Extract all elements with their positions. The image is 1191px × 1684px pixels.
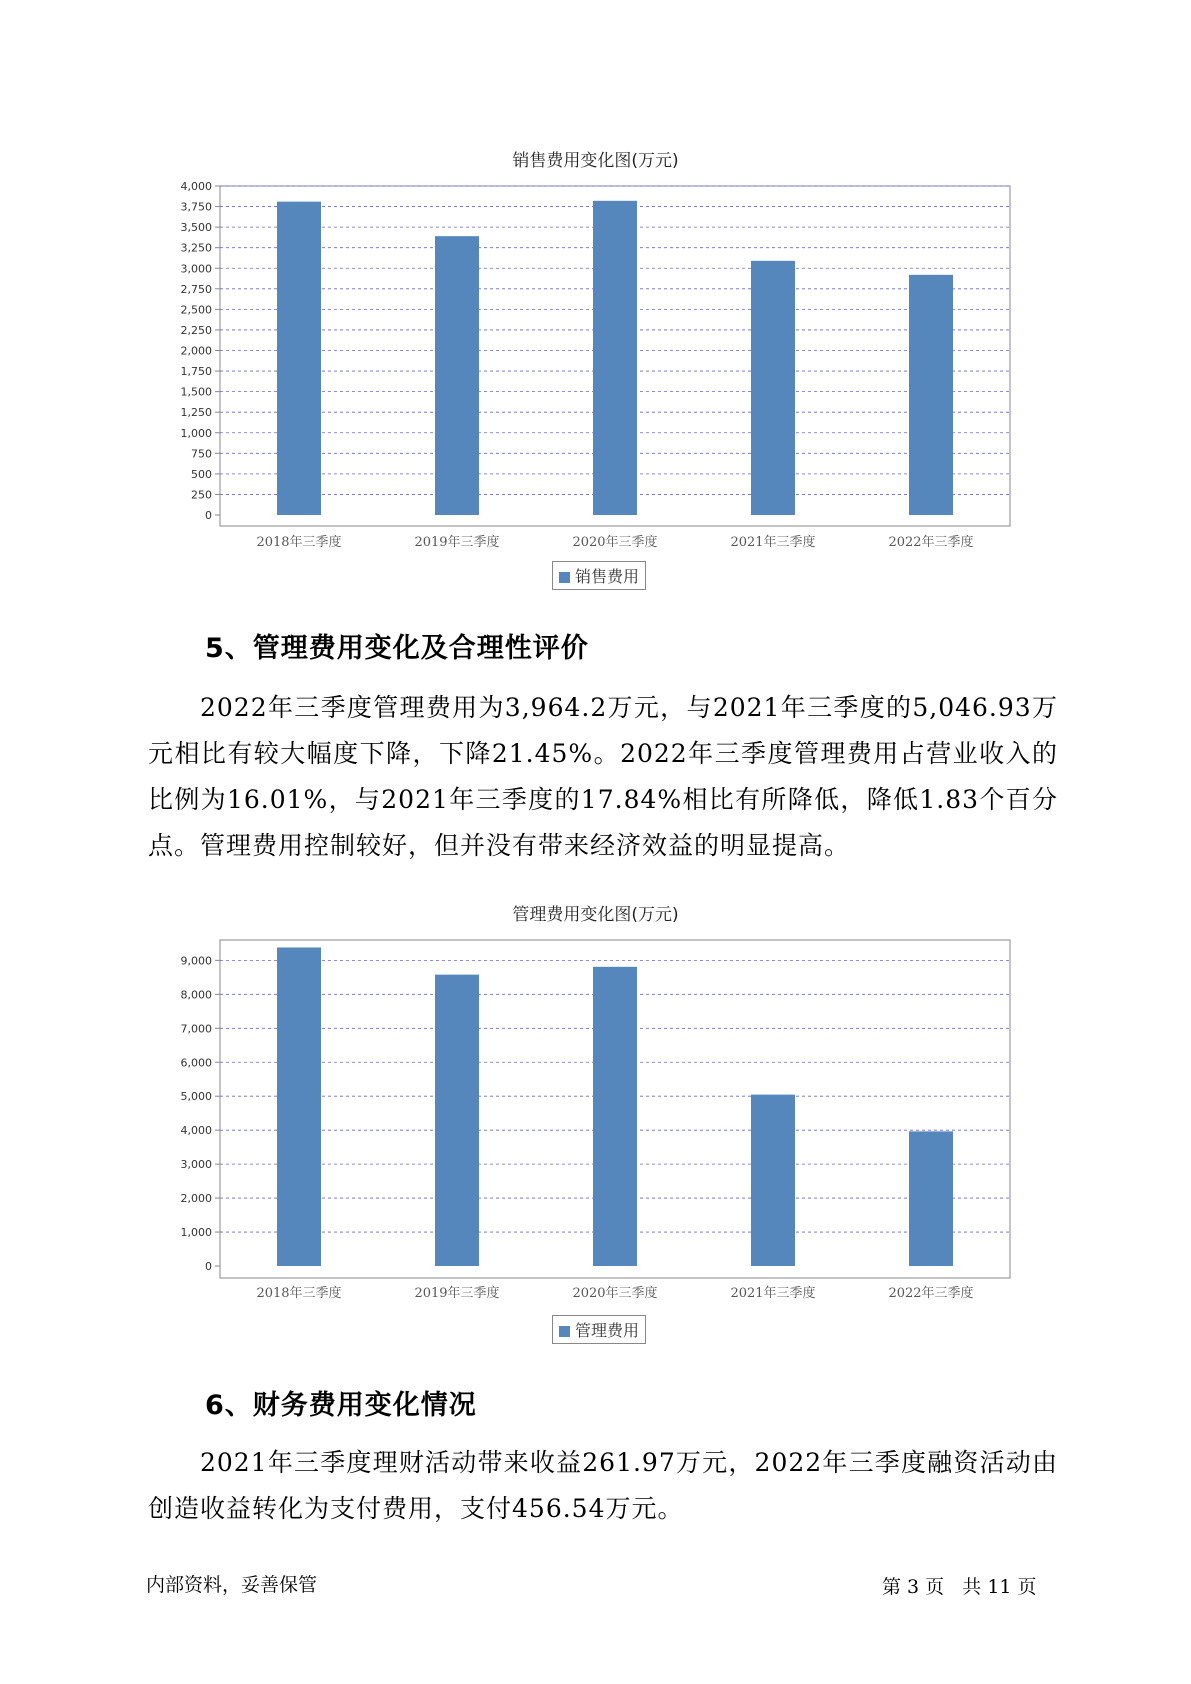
chart-title-sales: 销售费用变化图(万元): [512, 151, 679, 171]
y-tick-label: 3,250: [180, 241, 212, 255]
legend-swatch: [559, 1326, 570, 1337]
footer-page-number: 第 3 页 共 11 页: [882, 1576, 1037, 1598]
y-tick-label: 6,000: [180, 1056, 212, 1070]
bar: [909, 1131, 953, 1266]
y-tick-label: 1,000: [180, 426, 212, 440]
y-tick-label: 1,250: [180, 406, 212, 420]
legend-admin: [552, 1315, 646, 1344]
y-tick-label: 500: [191, 467, 212, 481]
y-tick-label: 9,000: [180, 954, 212, 968]
x-category-label: 2019年三季度: [414, 1286, 500, 1301]
section-6-text: 2021年三季度理财活动带来收益261.97万元，2022年三季度融资活动由创造收益转化为支付费用，支付456.54万元。: [148, 1448, 1058, 1523]
y-tick-label: 0: [205, 509, 212, 522]
bar: [751, 1095, 795, 1266]
section-5-text: 2022年三季度管理费用为3,964.2万元，与2021年三季度的5,046.93万元相比有较大幅度下降，下降21.45%。2022年三季度管理费用占营业收入的比例为16.01%，与2021年三季度的17.84%相比有所降低，降低1.83个百分点。管理费用控制较好，但并没有带来经济效益的明显提高。: [148, 693, 1058, 860]
bar: [593, 967, 637, 1266]
footer-confidential: 内部资料，妥善保管: [146, 1574, 318, 1596]
y-tick-label: 3,000: [180, 262, 212, 276]
x-category-label: 2020年三季度: [572, 1286, 658, 1301]
x-category-label: 2018年三季度: [256, 535, 342, 550]
y-tick-label: 5,000: [180, 1090, 212, 1104]
y-tick-label: 3,500: [180, 221, 212, 235]
y-tick-label: 2,250: [180, 323, 212, 337]
y-tick-label: 250: [191, 488, 212, 502]
y-tick-label: 1,500: [180, 385, 212, 399]
bar: [435, 975, 479, 1266]
y-tick-label: 4,000: [180, 1124, 212, 1138]
x-category-label: 2021年三季度: [730, 535, 816, 550]
x-category-label: 2018年三季度: [256, 1286, 342, 1301]
section-5-title: 5、管理费用变化及合理性评价: [205, 633, 589, 664]
y-tick-label: 1,000: [180, 1226, 212, 1240]
section-6-title: 6、财务费用变化情况: [205, 1390, 477, 1421]
y-tick-label: 750: [191, 447, 212, 461]
x-category-label: 2019年三季度: [414, 535, 500, 550]
y-tick-label: 2,000: [180, 1192, 212, 1206]
x-category-label: 2022年三季度: [888, 1286, 974, 1301]
y-tick-label: 0: [205, 1260, 212, 1273]
chart-title-admin: 管理费用变化图(万元): [512, 905, 679, 925]
y-tick-label: 4,000: [180, 180, 212, 193]
y-tick-label: 1,750: [180, 365, 212, 379]
legend-label: 管理费用: [575, 1321, 640, 1340]
x-category-label: 2022年三季度: [888, 535, 974, 550]
x-category-label: 2020年三季度: [572, 535, 658, 550]
y-tick-label: 2,500: [180, 303, 212, 317]
y-tick-label: 7,000: [180, 1022, 212, 1036]
bar: [277, 947, 321, 1266]
y-tick-label: 2,000: [180, 344, 212, 358]
y-tick-label: 3,000: [180, 1158, 212, 1172]
legend-label: 销售费用: [575, 567, 640, 586]
y-tick-label: 2,750: [180, 282, 212, 296]
y-tick-label: 8,000: [180, 988, 212, 1002]
x-category-label: 2021年三季度: [730, 1286, 816, 1301]
y-tick-label: 3,750: [180, 200, 212, 214]
